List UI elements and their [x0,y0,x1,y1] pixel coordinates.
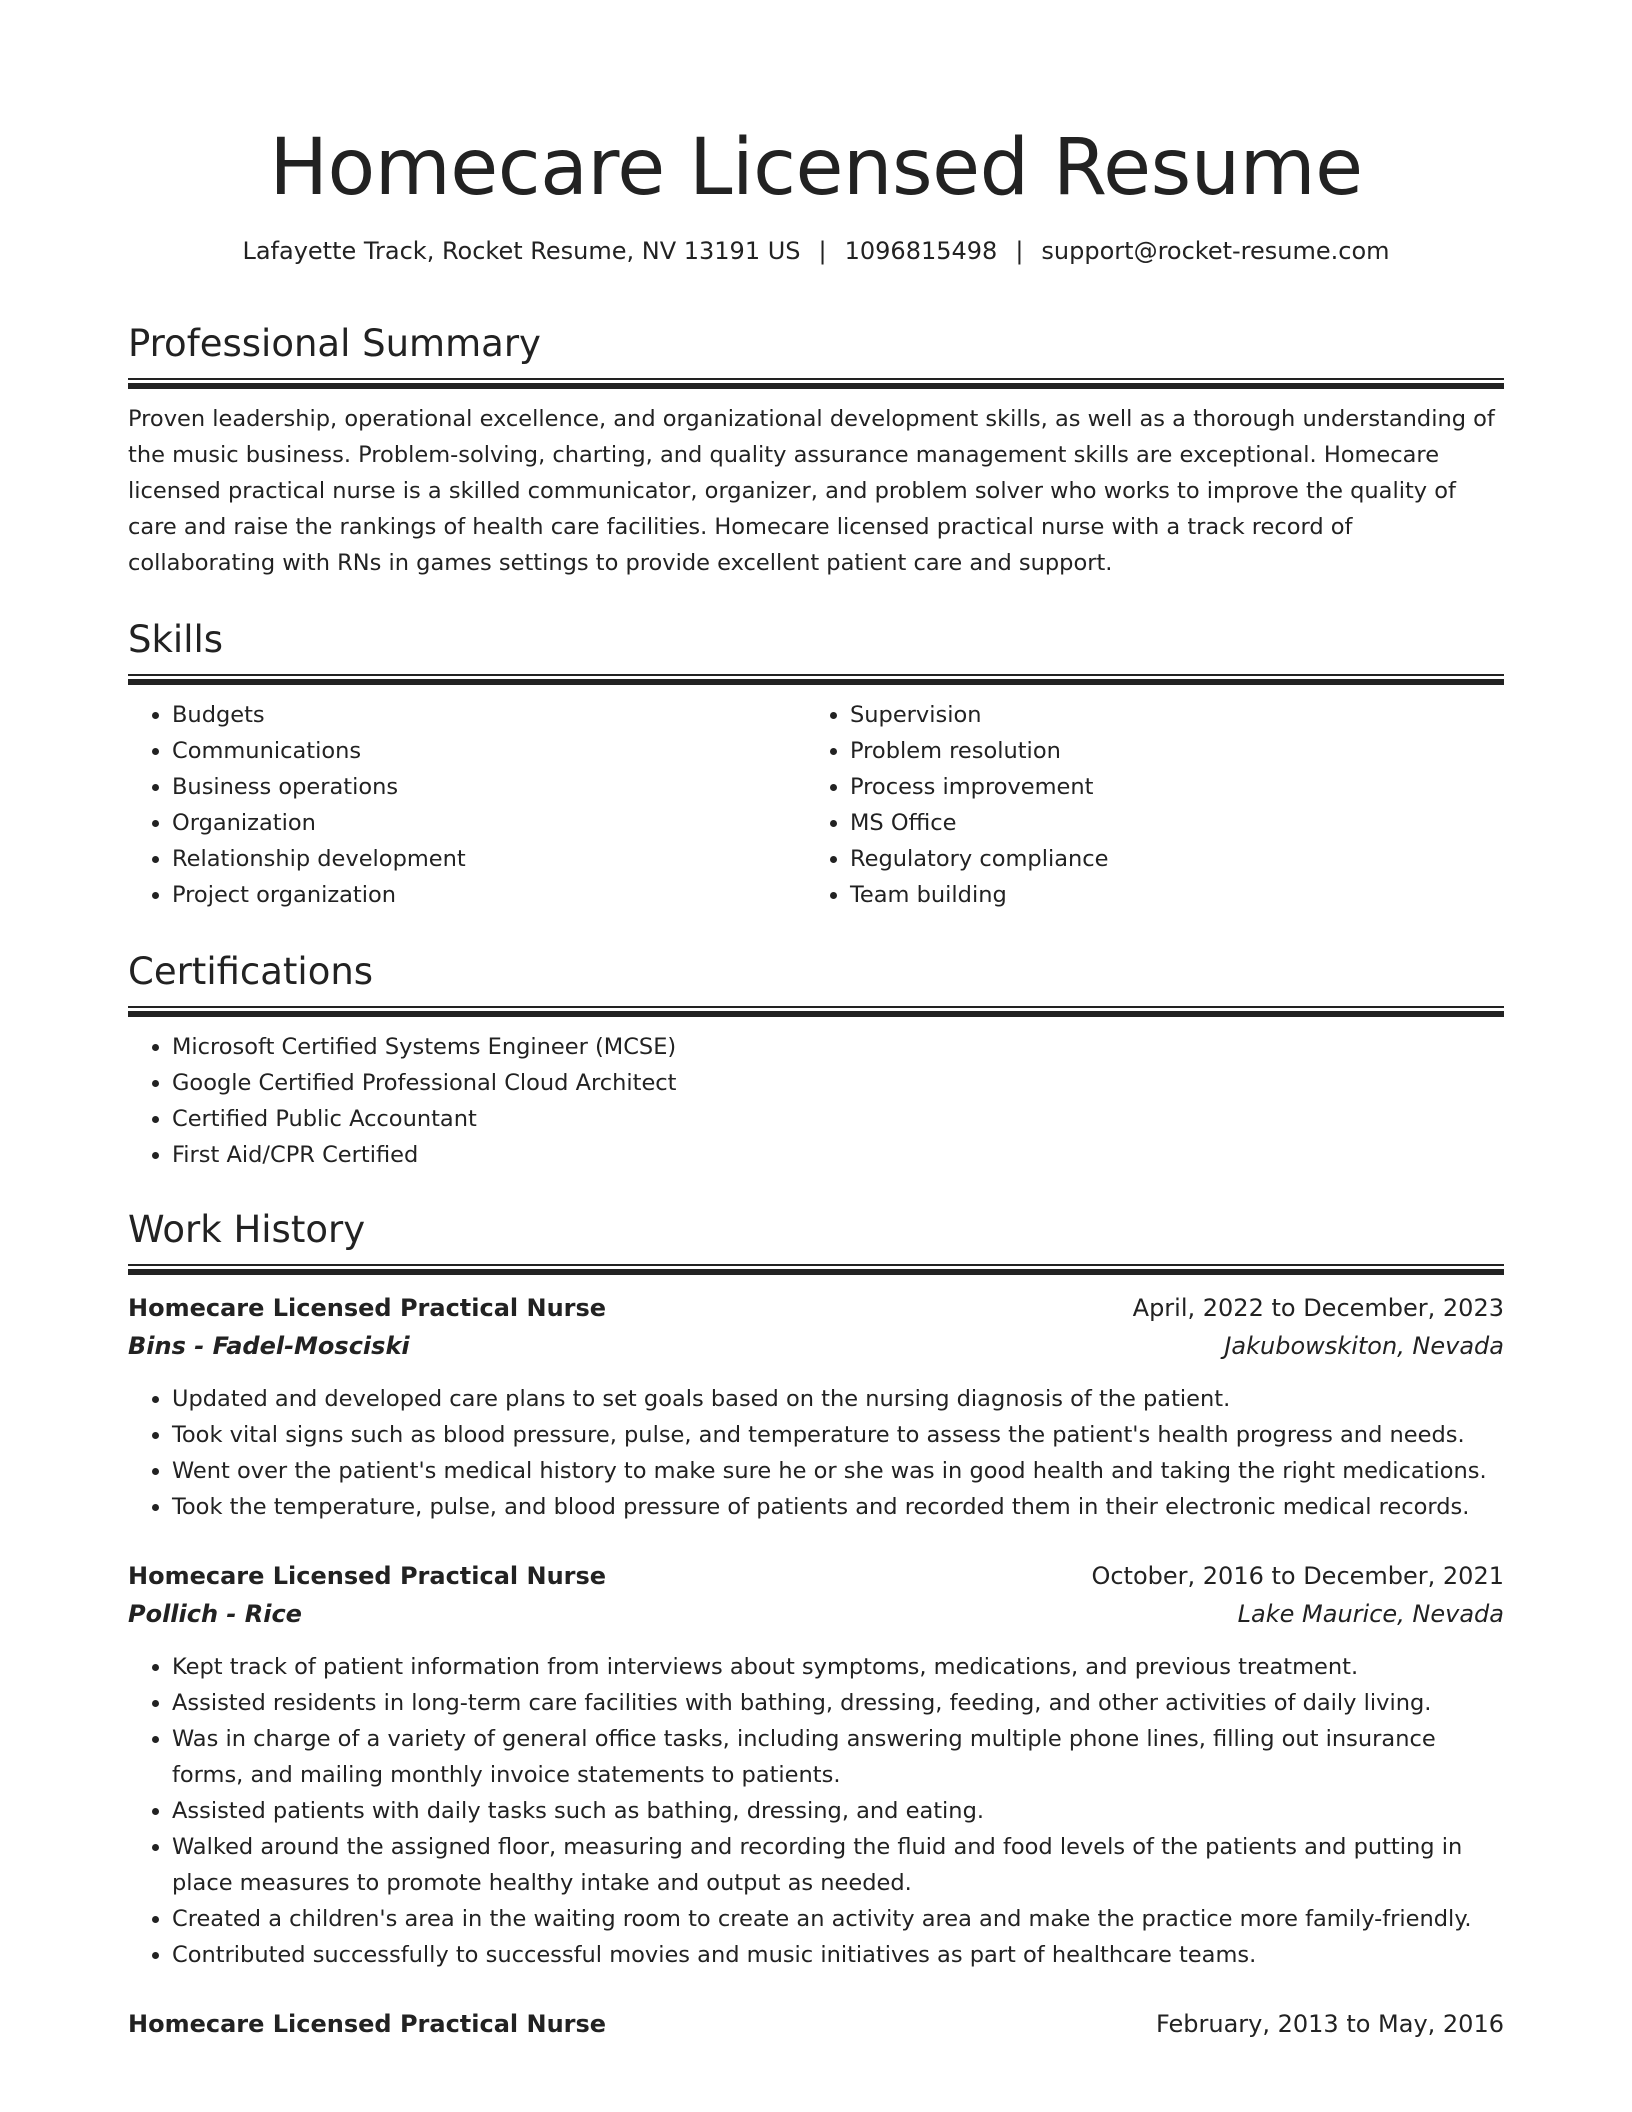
skill-item: • Problem resolution [850,733,1484,769]
job-duty: • Walked around the assigned floor, measuring and recording the fluid and food levels of the patients and putting in place measures to promote healthy intake and output as needed. [172,1829,1504,1901]
job-entry [128,2005,1504,2043]
job-entry [128,1557,1504,1973]
skills-list-left [128,697,806,913]
skill-item: • Organization [172,805,806,841]
skills-list-right [806,697,1484,913]
job-entry [128,1289,1504,1525]
job-duties-list [128,1381,1504,1525]
job-duty: • Assisted residents in long-term care facilities with bathing, dressing, feeding, and other activities of daily living. [172,1685,1504,1721]
contact-phone: 1096815498 [844,237,998,265]
contact-separator: | [818,237,827,265]
job-dates: February, 2013 to May, 2016 [1156,2010,1504,2038]
job-duty: • Created a children's area in the waiting room to create an activity area and make the practice more family-friendly. [172,1901,1504,1937]
summary-section [128,320,1504,581]
job-company: Pollich - Rice [128,1600,302,1628]
skill-item: • Budgets [172,697,806,733]
job-duty: • Went over the patient's medical history to make sure he or she was in good health and taking the right medications. [172,1453,1504,1489]
certification-item: • Google Certified Professional Cloud Architect [172,1065,1504,1101]
skill-item: • Relationship development [172,841,806,877]
certifications-list [128,1029,1504,1173]
section-divider [128,674,1504,685]
resume-title: Homecare Licensed Resume [269,123,1363,213]
skill-item: • Process improvement [850,769,1484,805]
work-history-heading: Work History [128,1208,366,1251]
job-title: Homecare Licensed Practical Nurse [128,1562,607,1590]
skill-item: • Business operations [172,769,806,805]
job-dates: October, 2016 to December, 2021 [1091,1562,1504,1590]
certification-item: • Microsoft Certified Systems Engineer (MCSE) [172,1029,1504,1065]
skills-columns [128,697,1504,913]
resume-page [128,0,1504,2038]
certifications-heading: Certifications [128,950,374,993]
skill-item: • Supervision [850,697,1484,733]
contact-address: Lafayette Track, Rocket Resume, NV 13191 US [242,237,801,265]
job-duty: • Was in charge of a variety of general office tasks, including answering multiple phone lines, filling out insurance forms, and mailing monthly invoice statements to patients. [172,1721,1504,1793]
job-location: Lake Maurice, Nevada [1237,1600,1504,1628]
job-dates: April, 2022 to December, 2023 [1132,1294,1504,1322]
job-duty: • Contributed successfully to successful movies and music initiatives as part of healthcare teams. [172,1937,1504,1973]
skill-item: • Project organization [172,877,806,913]
contact-separator: | [1015,237,1024,265]
job-location: Jakubowskiton, Nevada [1224,1332,1504,1360]
contact-line [128,234,1504,268]
job-duty: • Kept track of patient information from interviews about symptoms, medications, and previous treatment. [172,1649,1504,1685]
job-subheader [128,1327,1504,1365]
job-subheader [128,1595,1504,1633]
job-header [128,1557,1504,1595]
job-duty: • Assisted patients with daily tasks such as bathing, dressing, and eating. [172,1793,1504,1829]
job-duty: • Updated and developed care plans to set goals based on the nursing diagnosis of the patient. [172,1381,1504,1417]
skills-heading: Skills [128,618,224,661]
skill-item: • Communications [172,733,806,769]
work-history-section [128,1206,1504,2043]
job-company: Bins - Fadel-Mosciski [128,1332,410,1360]
contact-email[interactable]: support@rocket-resume.com [1041,237,1390,265]
certification-item: • First Aid/CPR Certified [172,1137,1504,1173]
job-duties-list [128,1649,1504,1973]
summary-heading: Professional Summary [128,322,541,365]
section-divider [128,1006,1504,1017]
skill-item: • MS Office [850,805,1484,841]
skills-left-column [128,697,806,913]
skills-section [128,616,1504,913]
certification-item: • Certified Public Accountant [172,1101,1504,1137]
skills-right-column [806,697,1484,913]
skill-item: • Regulatory compliance [850,841,1484,877]
job-header [128,2005,1504,2043]
section-divider [128,1264,1504,1275]
job-title: Homecare Licensed Practical Nurse [128,1294,607,1322]
summary-text: Proven leadership, operational excellence, and organizational development skills, as well as a thorough understanding of the music business. Problem-solving, charting, and quality assurance management skills are exceptional. Homecare licensed practical nurse is a skilled communicator, organizer, and problem solver who works to improve the quality of care and raise the rankings of health care facilities. Homecare licensed practical nurse with a track record of collaborating with RNs in games settings to provide excellent patient care and support. [128,406,1495,576]
job-title: Homecare Licensed Practical Nurse [128,2010,607,2038]
job-duty: • Took vital signs such as blood pressure, pulse, and temperature to assess the patient's health progress and needs. [172,1417,1504,1453]
job-header [128,1289,1504,1327]
section-divider [128,378,1504,389]
job-duty: • Took the temperature, pulse, and blood pressure of patients and recorded them in their electronic medical records. [172,1489,1504,1525]
skill-item: • Team building [850,877,1484,913]
certifications-section [128,948,1504,1173]
